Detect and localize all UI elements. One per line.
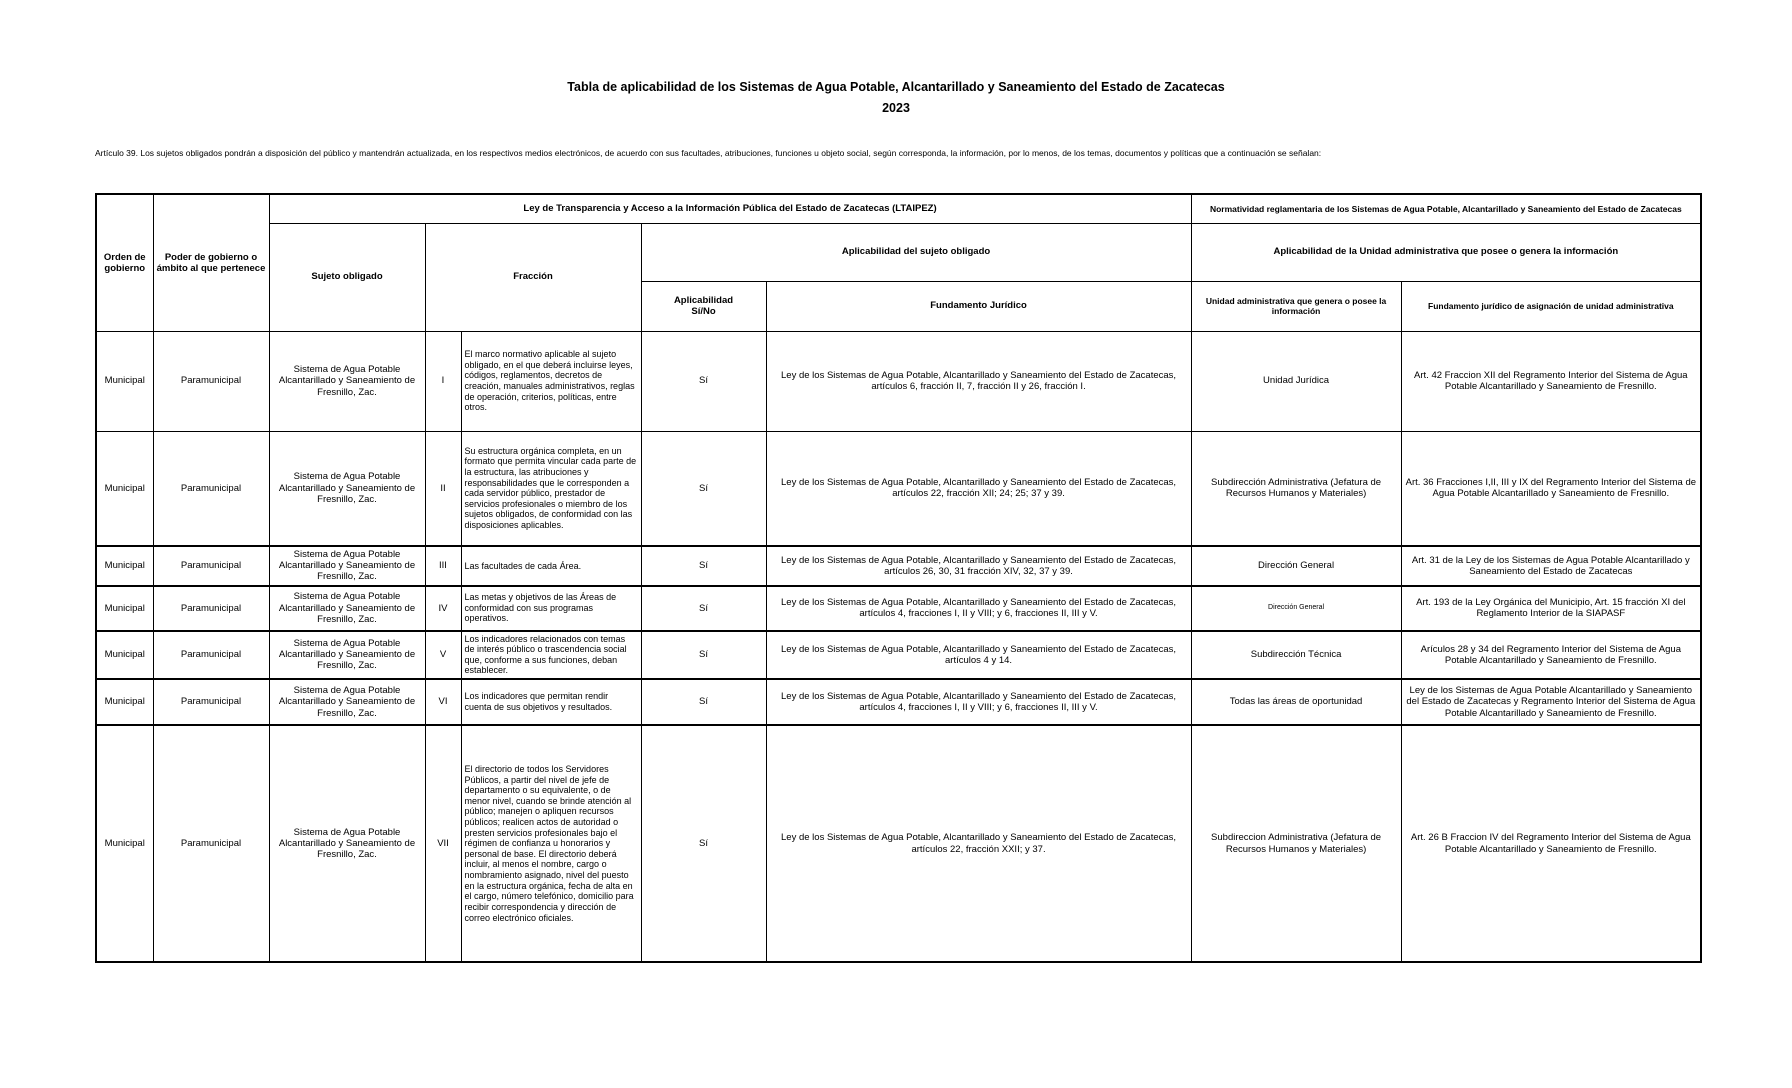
- cell-fundamento-unidad: Art. 26 B Fraccion IV del Regramento Interior del Sistema de Agua Potable Alcantarillado y Saneamiento de Fresnillo.: [1401, 725, 1701, 962]
- cell-aplicabilidad: Sí: [641, 546, 766, 586]
- header-normatividad: Normatividad reglamentaria de los Sistemas de Agua Potable, Alcantarillado y Saneamiento del Estado de Zacatecas: [1191, 194, 1701, 223]
- cell-poder: Paramunicipal: [153, 431, 269, 546]
- header-aplicabilidad-unidad: Aplicabilidad de la Unidad administrativa que posee o genera la información: [1191, 223, 1701, 281]
- cell-aplicabilidad: Sí: [641, 586, 766, 631]
- cell-unidad-administrativa: Subdirección Técnica: [1191, 631, 1401, 679]
- cell-poder: Paramunicipal: [153, 631, 269, 679]
- header-fundamento-juridico: Fundamento Jurídico: [766, 281, 1191, 331]
- header-fundamento-unidad: Fundamento jurídico de asignación de unidad administrativa: [1401, 281, 1701, 331]
- table-row: [96, 679, 1701, 725]
- header-aplicabilidad-sujeto: Aplicabilidad del sujeto obligado: [641, 223, 1191, 281]
- cell-fundamento-juridico: Ley de los Sistemas de Agua Potable, Alcantarillado y Saneamiento del Estado de Zacatecas, artículos 22, fracción XII; 24; 25; 37 y 39.: [766, 431, 1191, 546]
- cell-fundamento-juridico: Ley de los Sistemas de Agua Potable, Alcantarillado y Saneamiento del Estado de Zacatecas, artículos 26, 30, 31 fracción XIV, 32, 37 y 39.: [766, 546, 1191, 586]
- cell-fraccion-numero: VI: [425, 679, 461, 725]
- cell-fraccion-texto: Los indicadores que permitan rendir cuenta de sus objetivos y resultados.: [461, 679, 641, 725]
- cell-fraccion-texto: Las metas y objetivos de las Áreas de conformidad con sus programas operativos.: [461, 586, 641, 631]
- cell-poder: Paramunicipal: [153, 679, 269, 725]
- cell-orden: Municipal: [96, 331, 153, 431]
- table-row: [96, 631, 1701, 679]
- header-orden-gobierno: Orden de gobierno: [96, 194, 153, 331]
- cell-unidad-administrativa: Subdirección Administrativa (Jefatura de Recursos Humanos y Materiales): [1191, 431, 1401, 546]
- title-block: [0, 80, 1792, 115]
- table-row: [96, 431, 1701, 546]
- cell-orden: Municipal: [96, 631, 153, 679]
- page-title: Tabla de aplicabilidad de los Sistemas de Agua Potable, Alcantarillado y Saneamiento del Estado de Zacatecas: [567, 80, 1225, 94]
- cell-fundamento-juridico: Ley de los Sistemas de Agua Potable, Alcantarillado y Saneamiento del Estado de Zacatecas, artículos 4, fracciones I, II y VIII; y 6, fracciones II, III y V.: [766, 586, 1191, 631]
- cell-orden: Municipal: [96, 679, 153, 725]
- cell-sujeto: Sistema de Agua Potable Alcantarillado y Saneamiento de Fresnillo, Zac.: [269, 586, 425, 631]
- header-aplicabilidad-sino-line1: Aplicabilidad: [673, 294, 734, 306]
- cell-fraccion-texto: Los indicadores relacionados con temas de interés público o trascendencia social que, conforme a sus funciones, deban establecer.: [461, 631, 641, 679]
- cell-fraccion-numero: VII: [425, 725, 461, 962]
- cell-aplicabilidad: Sí: [641, 725, 766, 962]
- cell-fundamento-unidad: Art. 193 de la Ley Orgánica del Municipio, Art. 15 fracción XI del Reglamento Interior de la SIAPASF: [1401, 586, 1701, 631]
- cell-fraccion-numero: V: [425, 631, 461, 679]
- table-row: [96, 546, 1701, 586]
- header-unidad-genera: Unidad administrativa que genera o posee la información: [1191, 281, 1401, 331]
- cell-fraccion-numero: I: [425, 331, 461, 431]
- table-row: [96, 725, 1701, 962]
- cell-fraccion-texto: El marco normativo aplicable al sujeto obligado, en el que deberá incluirse leyes, códigos, reglamentos, decretos de creación, manuales administrativos, reglas de operación, criterios, políticas, entre otros.: [461, 331, 641, 431]
- cell-sujeto: Sistema de Agua Potable Alcantarillado y Saneamiento de Fresnillo, Zac.: [269, 331, 425, 431]
- cell-aplicabilidad: Sí: [641, 331, 766, 431]
- header-aplicabilidad-sino-line2: Sí/No: [691, 306, 716, 317]
- cell-poder: Paramunicipal: [153, 546, 269, 586]
- cell-sujeto: Sistema de Agua Potable Alcantarillado y Saneamiento de Fresnillo, Zac.: [269, 431, 425, 546]
- cell-sujeto: Sistema de Agua Potable Alcantarillado y Saneamiento de Fresnillo, Zac.: [269, 679, 425, 725]
- header-ltaipez: Ley de Transparencia y Acceso a la Información Pública del Estado de Zacatecas (LTAIPEZ): [269, 194, 1191, 223]
- article-intro-text: Artículo 39. Los sujetos obligados pondrán a disposición del público y mantendrán actualizada, en los respectivos medios electrónicos, de acuerdo con sus facultades, atribuciones, funciones u objeto social, según corresponda, la información, por lo menos, de los temas, documentos y políticas que a continuación se señalan:: [95, 148, 1322, 158]
- cell-orden: Municipal: [96, 586, 153, 631]
- table-row: [96, 331, 1701, 431]
- cell-unidad-administrativa: Dirección General: [1191, 586, 1401, 631]
- cell-poder: Paramunicipal: [153, 725, 269, 962]
- cell-fraccion-texto: El directorio de todos los Servidores Públicos, a partir del nivel de jefe de departamento o su equivalente, o de menor nivel, cuando se brinde atención al público; manejen o apliquen recursos públicos; realicen actos de autoridad o presten servicios profesionales bajo el régimen de confianza u honorarios y personal de base. El directorio deberá incluir, al menos el nombre, cargo o nombramiento asignado, nivel del puesto en la estructura orgánica, fecha de alta en el cargo, número telefónico, domicilio para recibir correspondencia y dirección de correo electrónico oficiales.: [461, 725, 641, 962]
- header-aplicabilidad-sino: [641, 281, 766, 331]
- cell-fraccion-numero: IV: [425, 586, 461, 631]
- cell-fundamento-juridico: Ley de los Sistemas de Agua Potable, Alcantarillado y Saneamiento del Estado de Zacatecas, artículos 22, fracción XXII; y 37.: [766, 725, 1191, 962]
- cell-fundamento-juridico: Ley de los Sistemas de Agua Potable, Alcantarillado y Saneamiento del Estado de Zacatecas, artículos 4 y 14.: [766, 631, 1191, 679]
- cell-sujeto: Sistema de Agua Potable Alcantarillado y Saneamiento de Fresnillo, Zac.: [269, 725, 425, 962]
- cell-sujeto: Sistema de Agua Potable Alcantarillado y Saneamiento de Fresnillo, Zac.: [269, 546, 425, 586]
- cell-orden: Municipal: [96, 725, 153, 962]
- cell-poder: Paramunicipal: [153, 331, 269, 431]
- page-year: 2023: [882, 101, 910, 115]
- cell-orden: Municipal: [96, 546, 153, 586]
- cell-fundamento-unidad: Arículos 28 y 34 del Regramento Interior del Sistema de Agua Potable Alcantarillado y Saneamiento de Fresnillo.: [1401, 631, 1701, 679]
- header-poder-gobierno: Poder de gobierno o ámbito al que pertenece: [153, 194, 269, 331]
- cell-poder: Paramunicipal: [153, 586, 269, 631]
- cell-aplicabilidad: Sí: [641, 431, 766, 546]
- cell-fundamento-juridico: Ley de los Sistemas de Agua Potable, Alcantarillado y Saneamiento del Estado de Zacatecas, artículos 4, fracciones I, II y VIII; y 6, fracciones II, III y V.: [766, 679, 1191, 725]
- cell-fraccion-numero: III: [425, 546, 461, 586]
- cell-aplicabilidad: Sí: [641, 631, 766, 679]
- cell-fraccion-numero: II: [425, 431, 461, 546]
- cell-fundamento-unidad: Ley de los Sistemas de Agua Potable Alcantarillado y Saneamiento del Estado de Zacatecas y Regramento Interior del Sistema de Agua Potable Alcantarillado y Saneamiento de Fresnillo.: [1401, 679, 1701, 725]
- header-fraccion: Fracción: [425, 223, 641, 331]
- cell-unidad-administrativa: Dirección General: [1191, 546, 1401, 586]
- cell-fundamento-juridico: Ley de los Sistemas de Agua Potable, Alcantarillado y Saneamiento del Estado de Zacatecas, artículos 6, fracción II, 7, fracción II y 26, fracción I.: [766, 331, 1191, 431]
- cell-sujeto: Sistema de Agua Potable Alcantarillado y Saneamiento de Fresnillo, Zac.: [269, 631, 425, 679]
- header-sujeto-obligado: Sujeto obligado: [269, 223, 425, 331]
- cell-fraccion-texto: Su estructura orgánica completa, en un formato que permita vincular cada parte de la estructura, las atribuciones y responsabilidades que le corresponden a cada servidor público, prestador de servicios profesionales o miembro de los sujetos obligados, de conformidad con las disposiciones aplicables.: [461, 431, 641, 546]
- cell-unidad-administrativa: Subdireccion Administrativa (Jefatura de Recursos Humanos y Materiales): [1191, 725, 1401, 962]
- cell-unidad-administrativa: Todas las áreas de oportunidad: [1191, 679, 1401, 725]
- cell-fundamento-unidad: Art. 36 Fracciones I,II, III y IX del Regramento Interior del Sistema de Agua Potable Alcantarillado y Saneamiento de Fresnillo.: [1401, 431, 1701, 546]
- applicability-table: [95, 193, 1702, 963]
- cell-unidad-administrativa: Unidad Jurídica: [1191, 331, 1401, 431]
- cell-aplicabilidad: Sí: [641, 679, 766, 725]
- cell-fraccion-texto: Las facultades de cada Área.: [461, 546, 641, 586]
- cell-fundamento-unidad: Art. 42 Fraccion XII del Regramento Interior del Sistema de Agua Potable Alcantarillado y Saneamiento de Fresnillo.: [1401, 331, 1701, 431]
- table-row: [96, 586, 1701, 631]
- cell-fundamento-unidad: Art. 31 de la Ley de los Sistemas de Agua Potable Alcantarillado y Saneamiento del Estado de Zacatecas: [1401, 546, 1701, 586]
- cell-orden: Municipal: [96, 431, 153, 546]
